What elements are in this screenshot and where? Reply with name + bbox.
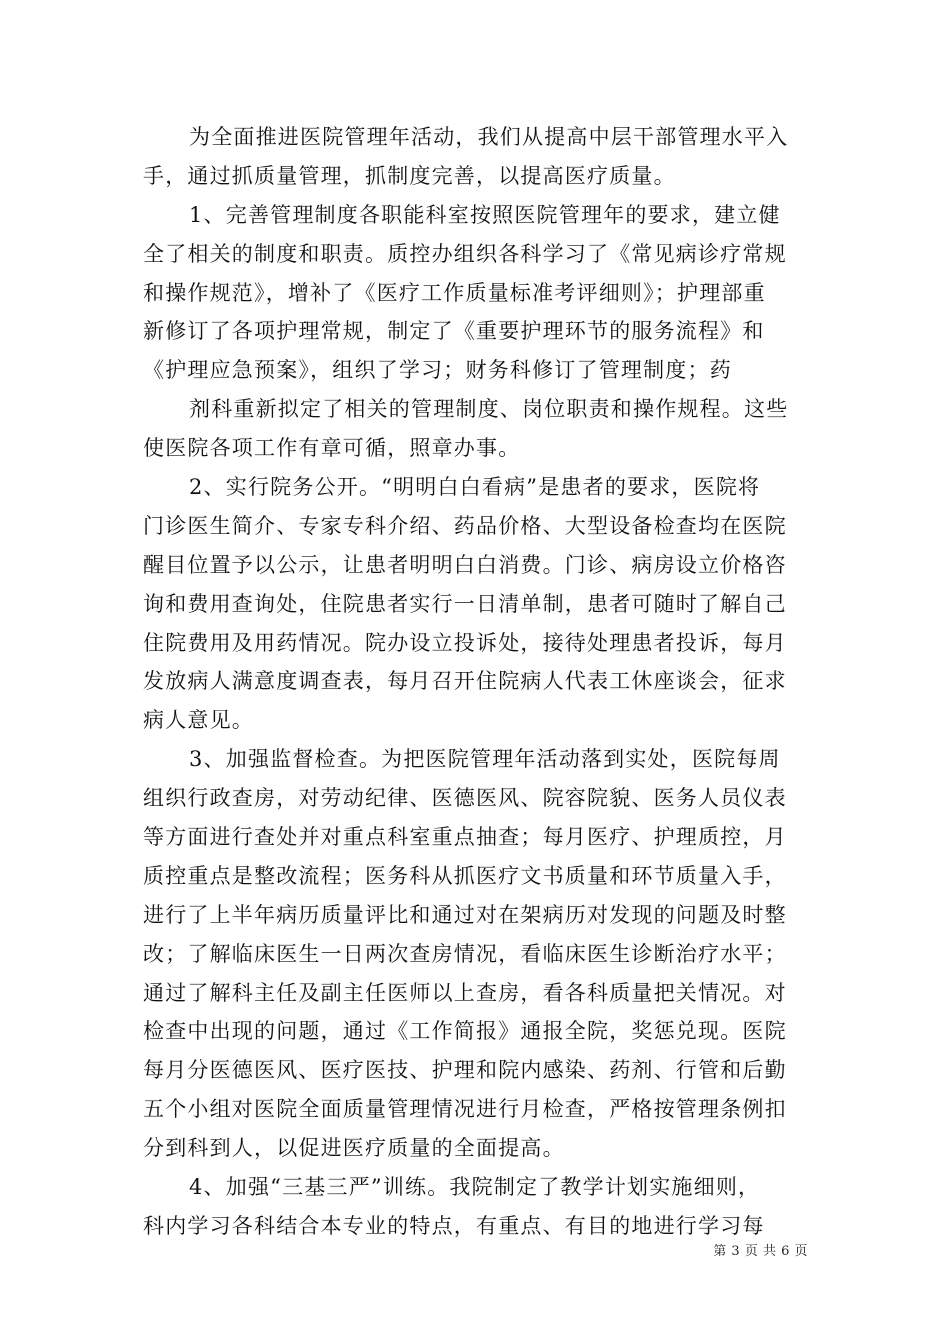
text-line: 醒目位置予以公示，让患者明明白白消费。门诊、病房设立价格咨	[143, 552, 787, 577]
text-line: 进行了上半年病历质量评比和通过对在架病历对发现的问题及时整	[143, 902, 787, 927]
text-line: 五个小组对医院全面质量管理情况进行月检查，严格按管理条例扣	[143, 1097, 787, 1122]
page-number-footer: 第 3 页 共 6 页	[713, 1244, 808, 1259]
text-line: 通过了解科主任及副主任医师以上查房，看各科质量把关情况。对	[143, 980, 787, 1005]
text-line: 门诊医生简介、专家专科介绍、药品价格、大型设备检查均在医院	[143, 513, 787, 538]
text-line: 和操作规范》，增补了《医疗工作质量标准考评细则》；护理部重	[143, 280, 766, 305]
text-line: 剂科重新拟定了相关的管理制度、岗位职责和操作规程。这些	[189, 397, 789, 422]
text-line: 等方面进行查处并对重点科室重点抽查；每月医疗、护理质控，月	[143, 825, 787, 850]
text-line: 每月分医德医风、医疗医技、护理和院内感染、药剂、行管和后勤	[143, 1058, 787, 1083]
text-line: 为全面推进医院管理年活动，我们从提高中层干部管理水平入	[189, 125, 789, 149]
text-line: 检查中出现的问题，通过《工作简报》通报全院，奖惩兑现。医院	[143, 1019, 787, 1044]
text-line: 4、加强“三基三严”训练。我院制定了教学计划实施细则，	[189, 1175, 761, 1200]
text-line: 1、完善管理制度各职能科室按照医院管理年的要求，建立健	[189, 202, 781, 227]
text-line: 询和费用查询处，住院患者实行一日清单制，患者可随时了解自己	[143, 591, 787, 616]
text-line: 发放病人满意度调查表，每月召开住院病人代表工休座谈会，征求	[143, 669, 787, 694]
text-line: 全了相关的制度和职责。质控办组织各科学习了《常见病诊疗常规	[143, 241, 787, 266]
text-line: 分到科到人，以促进医疗质量的全面提高。	[143, 1136, 565, 1161]
text-line: 《护理应急预案》，组织了学习；财务科修订了管理制度；药	[143, 358, 732, 383]
text-line: 科内学习各科结合本专业的特点，有重点、有目的地进行学习每	[143, 1213, 765, 1238]
text-line: 住院费用及用药情况。院办设立投诉处，接待处理患者投诉，每月	[143, 630, 787, 655]
document-body	[143, 118, 811, 1246]
text-line: 2、实行院务公开。“明明白白看病”是患者的要求，医院将	[189, 475, 761, 500]
text-line: 3、加强监督检查。为把医院管理年活动落到实处，医院每周	[189, 747, 781, 772]
text-line: 手，通过抓质量管理，抓制度完善，以提高医疗质量。	[143, 163, 676, 188]
text-line: 质控重点是整改流程；医务科从抓医疗文书质量和环节质量入手，	[143, 863, 787, 888]
text-line: 新修订了各项护理常规，制定了《重要护理环节的服务流程》和	[143, 319, 765, 344]
text-line: 改；了解临床医生一日两次查房情况，看临床医生诊断治疗水平；	[143, 941, 787, 966]
text-line: 组织行政查房，对劳动纪律、医德医风、院容院貌、医务人员仪表	[143, 786, 787, 811]
text-line: 使医院各项工作有章可循，照章办事。	[143, 436, 521, 461]
text-line: 病人意见。	[143, 708, 254, 733]
